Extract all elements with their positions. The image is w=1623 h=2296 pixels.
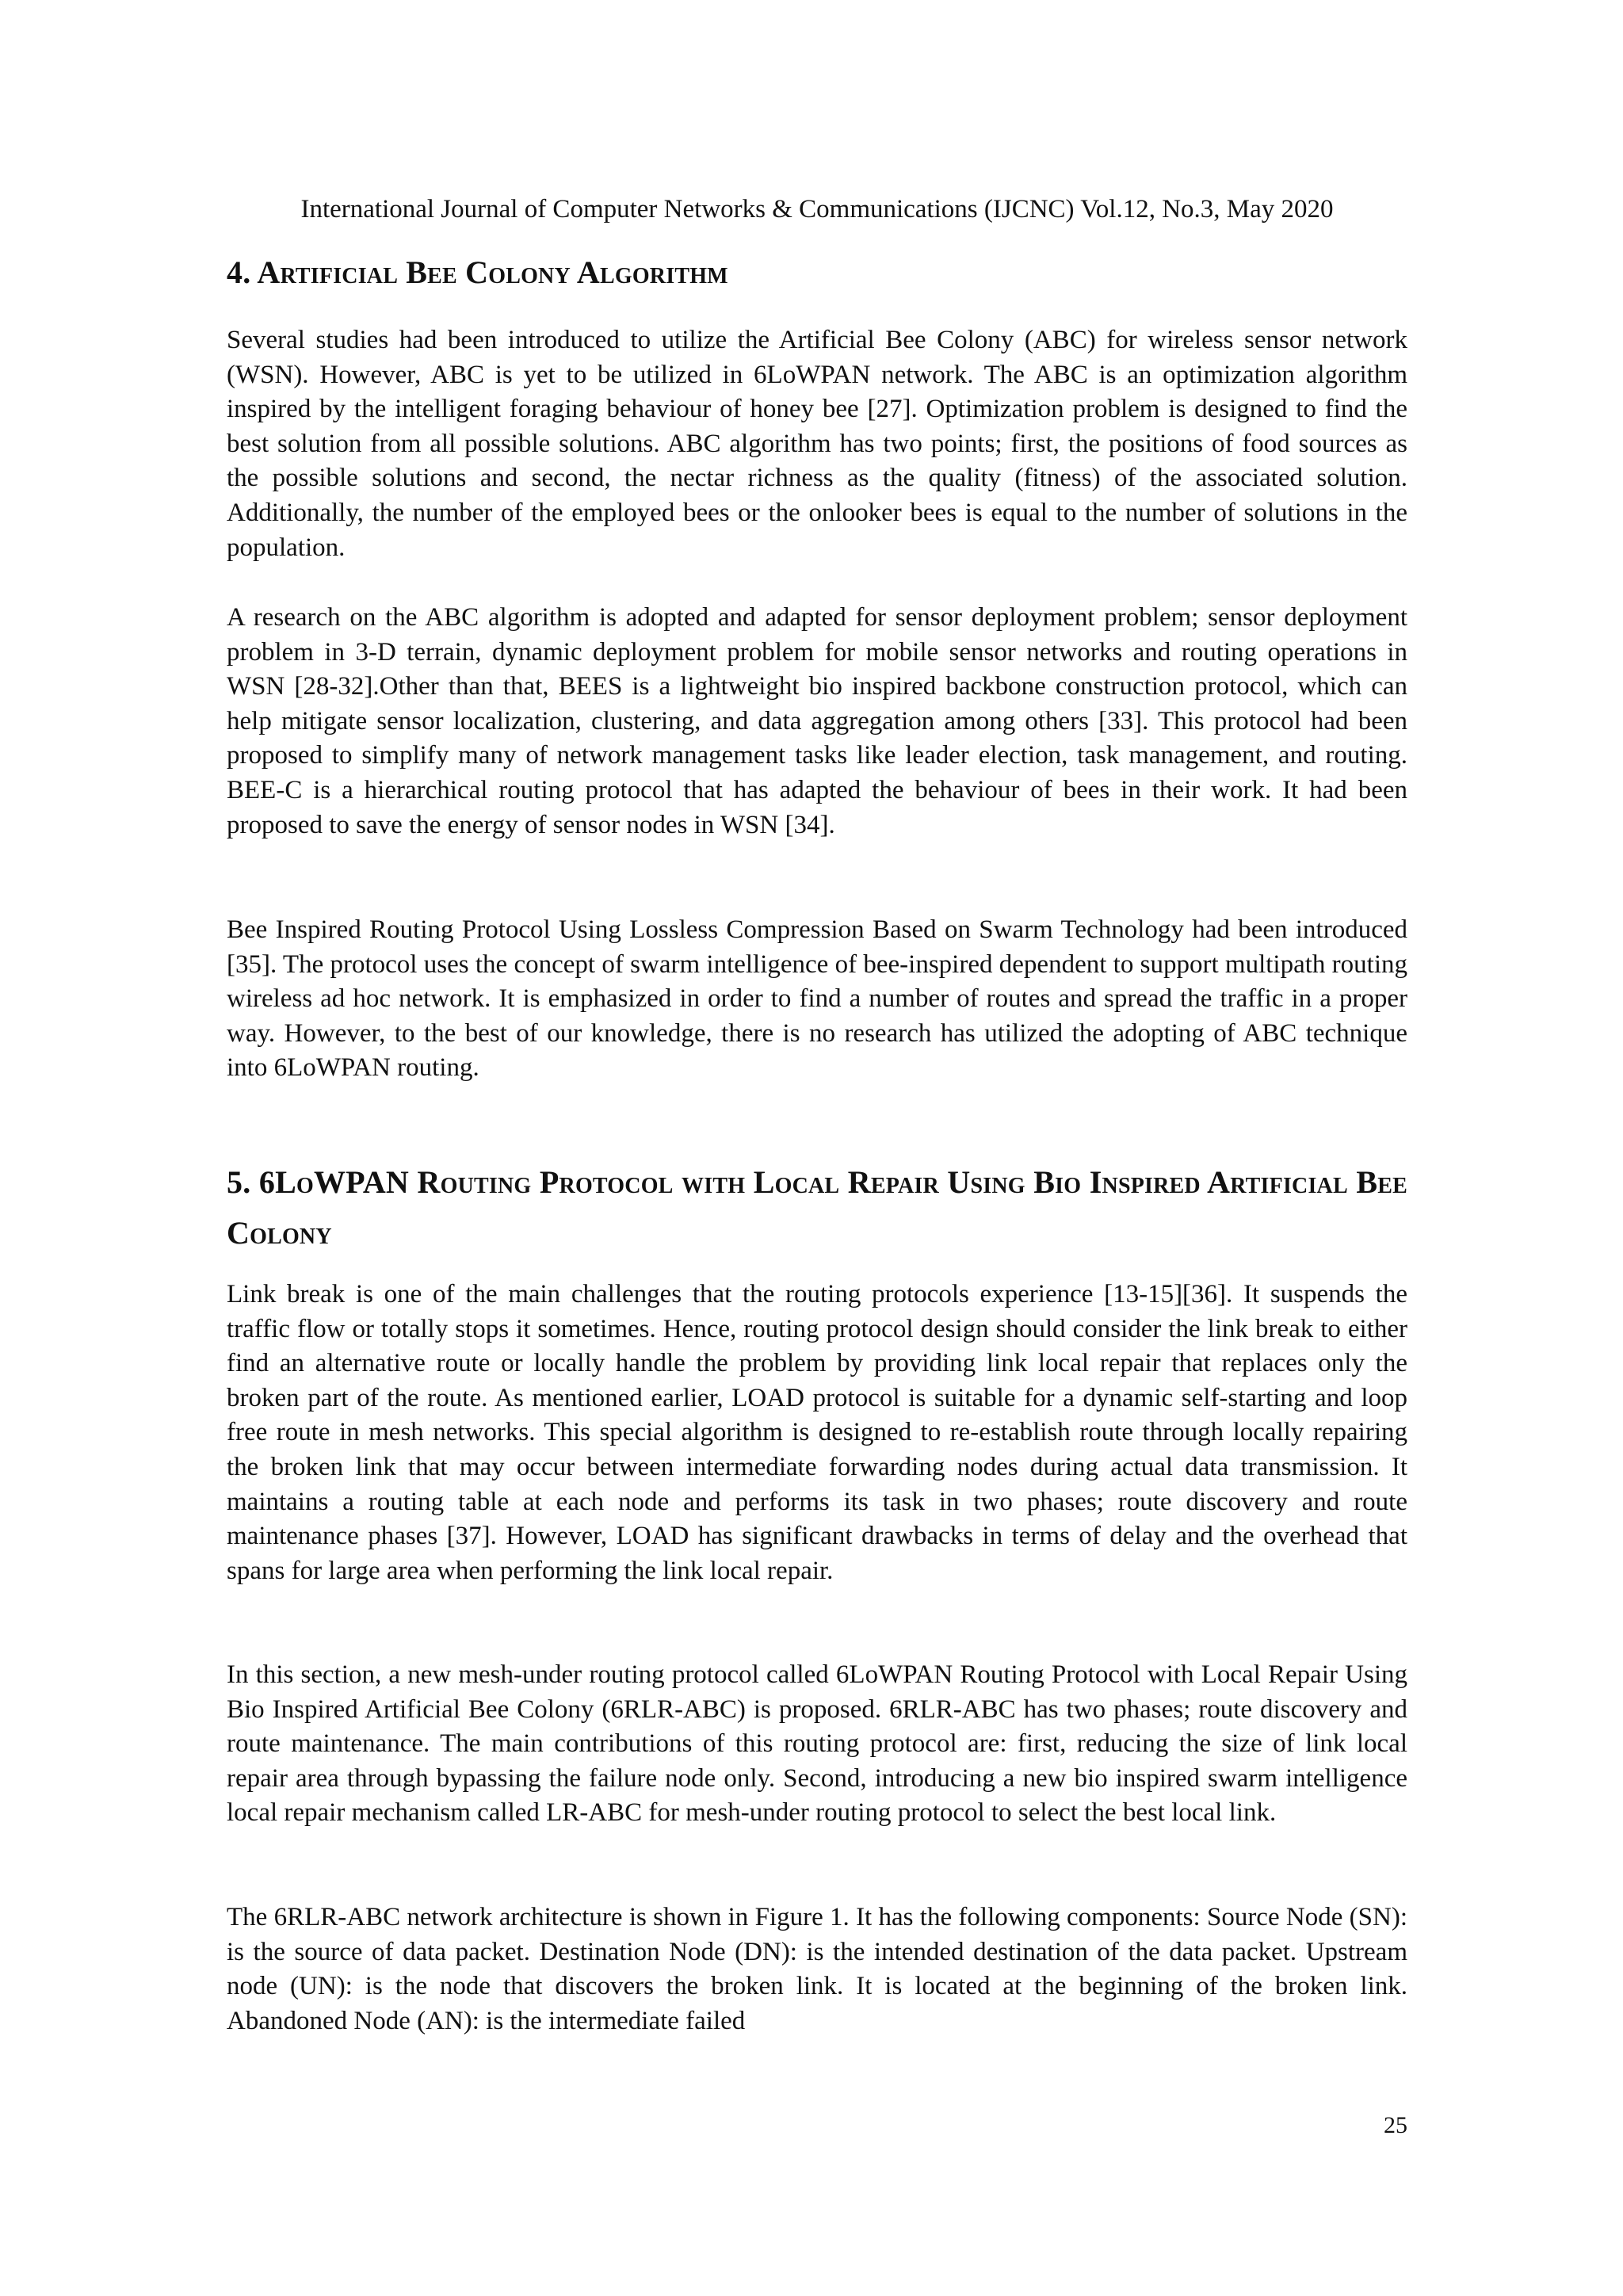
section-5-paragraph-1: Link break is one of the main challenges that the routing protocols experience [13-15][36]. It suspends the traffic flow or totally stops it sometimes. Hence, routing protocol design should consider the link break to either find an alternative route or locally handle the problem by providing link local repair that replaces only the broken part of the route. As mentioned earlier, LOAD protocol is suitable for a dynamic self-starting and loop free route in mesh networks. This special algorithm is designed to re-establish route through locally repairing the broken link that may occur between intermediate forwarding nodes during actual data transmission. It maintains a routing table at each node and performs its task in two phases; route discovery and route maintenance phases [37]. However, LOAD has significant drawbacks in terms of delay and the overhead that spans for large area when performing the link local repair. bbox=[227, 1280, 1407, 1585]
section-4-paragraph-1: Several studies had been introduced to utilize the Artificial Bee Colony (ABC) for wireless sensor network (WSN). However, ABC is yet to be utilized in 6LoWPAN network. The ABC is an optimization algorithm inspired by the intelligent foraging behaviour of honey bee [27]. Optimization problem is designed to find the best solution from all possible solutions. ABC algorithm has two points; first, the positions of food sources as the possible solutions and second, the nectar richness as the quality (fitness) of the associated solution. Additionally, the number of the employed bees or the onlooker bees is equal to the number of solutions in the population. bbox=[227, 326, 1407, 562]
section-5-paragraph-3: The 6RLR-ABC network architecture is shown in Figure 1. It has the following components: Source Node (SN): is the source of data packet. Destination Node (DN): is the intended destination of the data packet. Upstream node (UN): is the node that discovers the broken link. It is located at the beginning of the broken link. Abandoned Node (AN): is the intermediate failed bbox=[227, 1903, 1407, 2035]
page-number: 25 bbox=[1384, 2112, 1407, 2138]
section-4-heading: 4. Artificial Bee Colony Algorithm bbox=[227, 254, 728, 290]
section-4-paragraph-2: A research on the ABC algorithm is adopted and adapted for sensor deployment problem; sensor deployment problem in 3-D terrain, dynamic deployment problem for mobile sensor networks and routing operations in WSN [28-32].Other than that, BEES is a lightweight bio inspired backbone construction protocol, which can help mitigate sensor localization, clustering, and data aggregation among others [33]. This protocol had been proposed to simplify many of network management tasks like leader election, task management, and routing. BEE-C is a hierarchical routing protocol that has adapted the behaviour of bees in their work. It had been proposed to save the energy of sensor nodes in WSN [34]. bbox=[227, 603, 1407, 839]
section-5-heading: 5. 6LoWPAN Routing Protocol with Local Repair Using Bio Inspired Artificial Bee Colony bbox=[227, 1164, 1407, 1251]
section-5-paragraph-2: In this section, a new mesh-under routing protocol called 6LoWPAN Routing Protocol with Local Repair Using Bio Inspired Artificial Bee Colony (6RLR-ABC) is proposed. 6RLR-ABC has two phases; route discovery and route maintenance. The main contributions of this routing protocol are: first, reducing the size of link local repair area through bypassing the failure node only. Second, introducing a new bio inspired swarm intelligence local repair mechanism called LR-ABC for mesh-under routing protocol to select the best local link. bbox=[227, 1660, 1407, 1828]
section-4-paragraph-3: Bee Inspired Routing Protocol Using Lossless Compression Based on Swarm Technology had been introduced [35]. The protocol uses the concept of swarm intelligence of bee-inspired dependent to support multipath routing wireless ad hoc network. It is emphasized in order to find a number of routes and spread the traffic in a proper way. However, to the best of our knowledge, there is no research has utilized the adopting of ABC technique into 6LoWPAN routing. bbox=[227, 915, 1407, 1083]
running-header: International Journal of Computer Networks & Communications (IJCNC) Vol.12, No.3, May 2020 bbox=[300, 195, 1334, 223]
